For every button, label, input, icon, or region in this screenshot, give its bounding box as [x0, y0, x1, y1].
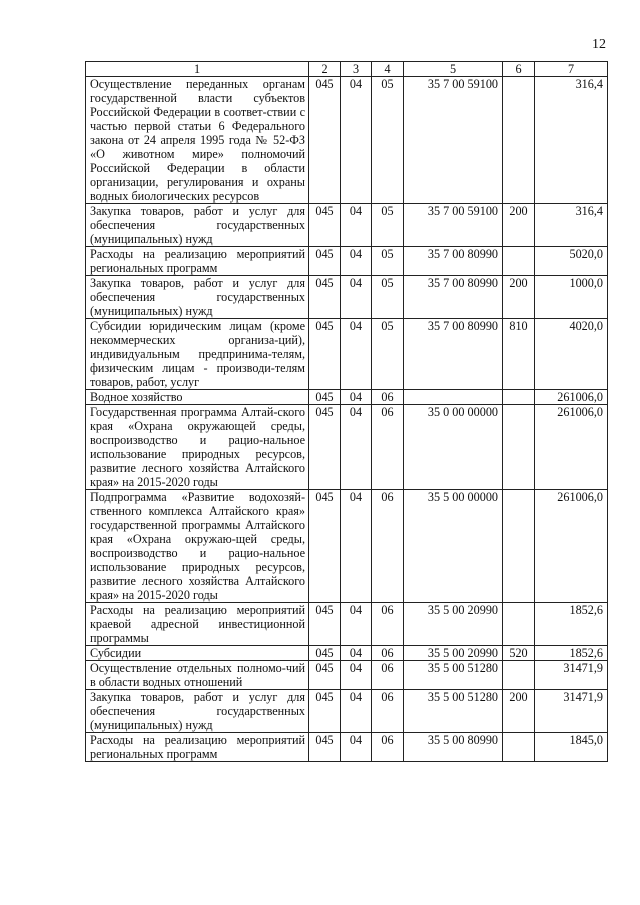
header-cell-1: 1 — [86, 62, 309, 77]
subsection-code-cell: 06 — [372, 690, 404, 733]
section-code-cell: 04 — [341, 405, 372, 490]
section-code-cell: 04 — [341, 319, 372, 390]
amount-cell: 261006,0 — [535, 390, 608, 405]
expense-type-cell — [503, 77, 535, 204]
subsection-code-cell: 06 — [372, 490, 404, 603]
subsection-code-cell: 06 — [372, 646, 404, 661]
subsection-code-cell: 06 — [372, 390, 404, 405]
expense-type-cell — [503, 733, 535, 762]
ministry-code-cell: 045 — [309, 77, 341, 204]
subsection-code-cell: 06 — [372, 405, 404, 490]
expense-type-cell — [503, 390, 535, 405]
ministry-code-cell: 045 — [309, 204, 341, 247]
section-code-cell: 04 — [341, 661, 372, 690]
ministry-code-cell: 045 — [309, 405, 341, 490]
target-article-cell: 35 7 00 59100 — [404, 204, 503, 247]
subsection-code-cell: 05 — [372, 319, 404, 390]
table-row — [86, 276, 608, 319]
amount-cell: 1852,6 — [535, 603, 608, 646]
row-name-cell: Закупка товаров, работ и услуг для обеспечения государственных (муниципальных) нужд — [86, 204, 309, 247]
section-code-cell: 04 — [341, 646, 372, 661]
section-code-cell: 04 — [341, 603, 372, 646]
section-code-cell: 04 — [341, 204, 372, 247]
expense-type-cell: 200 — [503, 204, 535, 247]
table-row — [86, 661, 608, 690]
row-name-cell: Водное хозяйство — [86, 390, 309, 405]
row-name-cell: Субсидии — [86, 646, 309, 661]
target-article-cell: 35 0 00 00000 — [404, 405, 503, 490]
target-article-cell: 35 7 00 80990 — [404, 276, 503, 319]
row-name-cell: Закупка товаров, работ и услуг для обеспечения государственных (муниципальных) нужд — [86, 276, 309, 319]
budget-table — [85, 61, 608, 762]
row-name-cell: Расходы на реализацию мероприятий краевой адресной инвестиционной программы — [86, 603, 309, 646]
target-article-cell: 35 5 00 51280 — [404, 690, 503, 733]
row-name-cell: Осуществление переданных органам государственной власти субъектов Российской Федерации в соответ-ствии с частью первой статьи 6 Федерального закона от 24 апреля 1995 года № 52-ФЗ «О животном мире» полномочий Российской Федерации в области организации, регулирования и охраны водных биологических ресурсов — [86, 77, 309, 204]
amount-cell: 31471,9 — [535, 690, 608, 733]
subsection-code-cell: 05 — [372, 204, 404, 247]
subsection-code-cell: 05 — [372, 276, 404, 319]
table-row — [86, 646, 608, 661]
expense-type-cell: 520 — [503, 646, 535, 661]
ministry-code-cell: 045 — [309, 690, 341, 733]
page-number: 12 — [592, 37, 606, 52]
table-row — [86, 690, 608, 733]
amount-cell: 316,4 — [535, 77, 608, 204]
table-row — [86, 390, 608, 405]
amount-cell: 1852,6 — [535, 646, 608, 661]
section-code-cell: 04 — [341, 247, 372, 276]
section-code-cell: 04 — [341, 690, 372, 733]
ministry-code-cell: 045 — [309, 661, 341, 690]
row-name-cell: Подпрограмма «Развитие водохозяй-ственного комплекса Алтайского края» государственной программы Алтайского края «Охрана окружаю-щей среды, воспроизводство и рацио-нальное использование природных ресурсов, развитие лесного хозяйства Алтайского края» на 2015-2020 годы — [86, 490, 309, 603]
section-code-cell: 04 — [341, 276, 372, 319]
table-row — [86, 733, 608, 762]
expense-type-cell: 200 — [503, 276, 535, 319]
row-name-cell: Расходы на реализацию мероприятий региональных программ — [86, 247, 309, 276]
target-article-cell: 35 5 00 80990 — [404, 733, 503, 762]
expense-type-cell: 200 — [503, 690, 535, 733]
table-row — [86, 319, 608, 390]
header-cell-6: 6 — [503, 62, 535, 77]
target-article-cell: 35 7 00 80990 — [404, 247, 503, 276]
ministry-code-cell: 045 — [309, 490, 341, 603]
header-cell-4: 4 — [372, 62, 404, 77]
amount-cell: 1845,0 — [535, 733, 608, 762]
row-name-cell: Осуществление отдельных полномо-чий в области водных отношений — [86, 661, 309, 690]
ministry-code-cell: 045 — [309, 603, 341, 646]
target-article-cell: 35 7 00 59100 — [404, 77, 503, 204]
header-cell-5: 5 — [404, 62, 503, 77]
header-row — [86, 62, 608, 77]
table-row — [86, 405, 608, 490]
amount-cell: 1000,0 — [535, 276, 608, 319]
ministry-code-cell: 045 — [309, 733, 341, 762]
target-article-cell: 35 5 00 00000 — [404, 490, 503, 603]
ministry-code-cell: 045 — [309, 390, 341, 405]
expense-type-cell — [503, 405, 535, 490]
target-article-cell: 35 5 00 20990 — [404, 646, 503, 661]
section-code-cell: 04 — [341, 77, 372, 204]
ministry-code-cell: 045 — [309, 276, 341, 319]
expense-type-cell — [503, 490, 535, 603]
table-row — [86, 77, 608, 204]
amount-cell: 261006,0 — [535, 405, 608, 490]
section-code-cell: 04 — [341, 390, 372, 405]
subsection-code-cell: 05 — [372, 77, 404, 204]
ministry-code-cell: 045 — [309, 646, 341, 661]
expense-type-cell: 810 — [503, 319, 535, 390]
target-article-cell: 35 5 00 51280 — [404, 661, 503, 690]
header-cell-3: 3 — [341, 62, 372, 77]
expense-type-cell — [503, 247, 535, 276]
amount-cell: 261006,0 — [535, 490, 608, 603]
row-name-cell: Закупка товаров, работ и услуг для обеспечения государственных (муниципальных) нужд — [86, 690, 309, 733]
amount-cell: 316,4 — [535, 204, 608, 247]
target-article-cell: 35 5 00 20990 — [404, 603, 503, 646]
table-row — [86, 247, 608, 276]
subsection-code-cell: 05 — [372, 247, 404, 276]
section-code-cell: 04 — [341, 490, 372, 603]
target-article-cell — [404, 390, 503, 405]
amount-cell: 5020,0 — [535, 247, 608, 276]
expense-type-cell — [503, 603, 535, 646]
amount-cell: 4020,0 — [535, 319, 608, 390]
table-row — [86, 490, 608, 603]
header-cell-7: 7 — [535, 62, 608, 77]
subsection-code-cell: 06 — [372, 733, 404, 762]
header-cell-2: 2 — [309, 62, 341, 77]
subsection-code-cell: 06 — [372, 661, 404, 690]
ministry-code-cell: 045 — [309, 319, 341, 390]
amount-cell: 31471,9 — [535, 661, 608, 690]
table-row — [86, 603, 608, 646]
row-name-cell: Расходы на реализацию мероприятий региональных программ — [86, 733, 309, 762]
expense-type-cell — [503, 661, 535, 690]
table-row — [86, 204, 608, 247]
ministry-code-cell: 045 — [309, 247, 341, 276]
row-name-cell: Субсидии юридическим лицам (кроме некоммерческих организа-ций), индивидуальным предпринима-телям, физическим лицам - производи-телям товаров, работ, услуг — [86, 319, 309, 390]
section-code-cell: 04 — [341, 733, 372, 762]
target-article-cell: 35 7 00 80990 — [404, 319, 503, 390]
row-name-cell: Государственная программа Алтай-ского края «Охрана окружающей среды, воспроизводство и рацио-нальное использование природных ресурсов, развитие лесного хозяйства Алтайского края» на 2015-2020 годы — [86, 405, 309, 490]
subsection-code-cell: 06 — [372, 603, 404, 646]
